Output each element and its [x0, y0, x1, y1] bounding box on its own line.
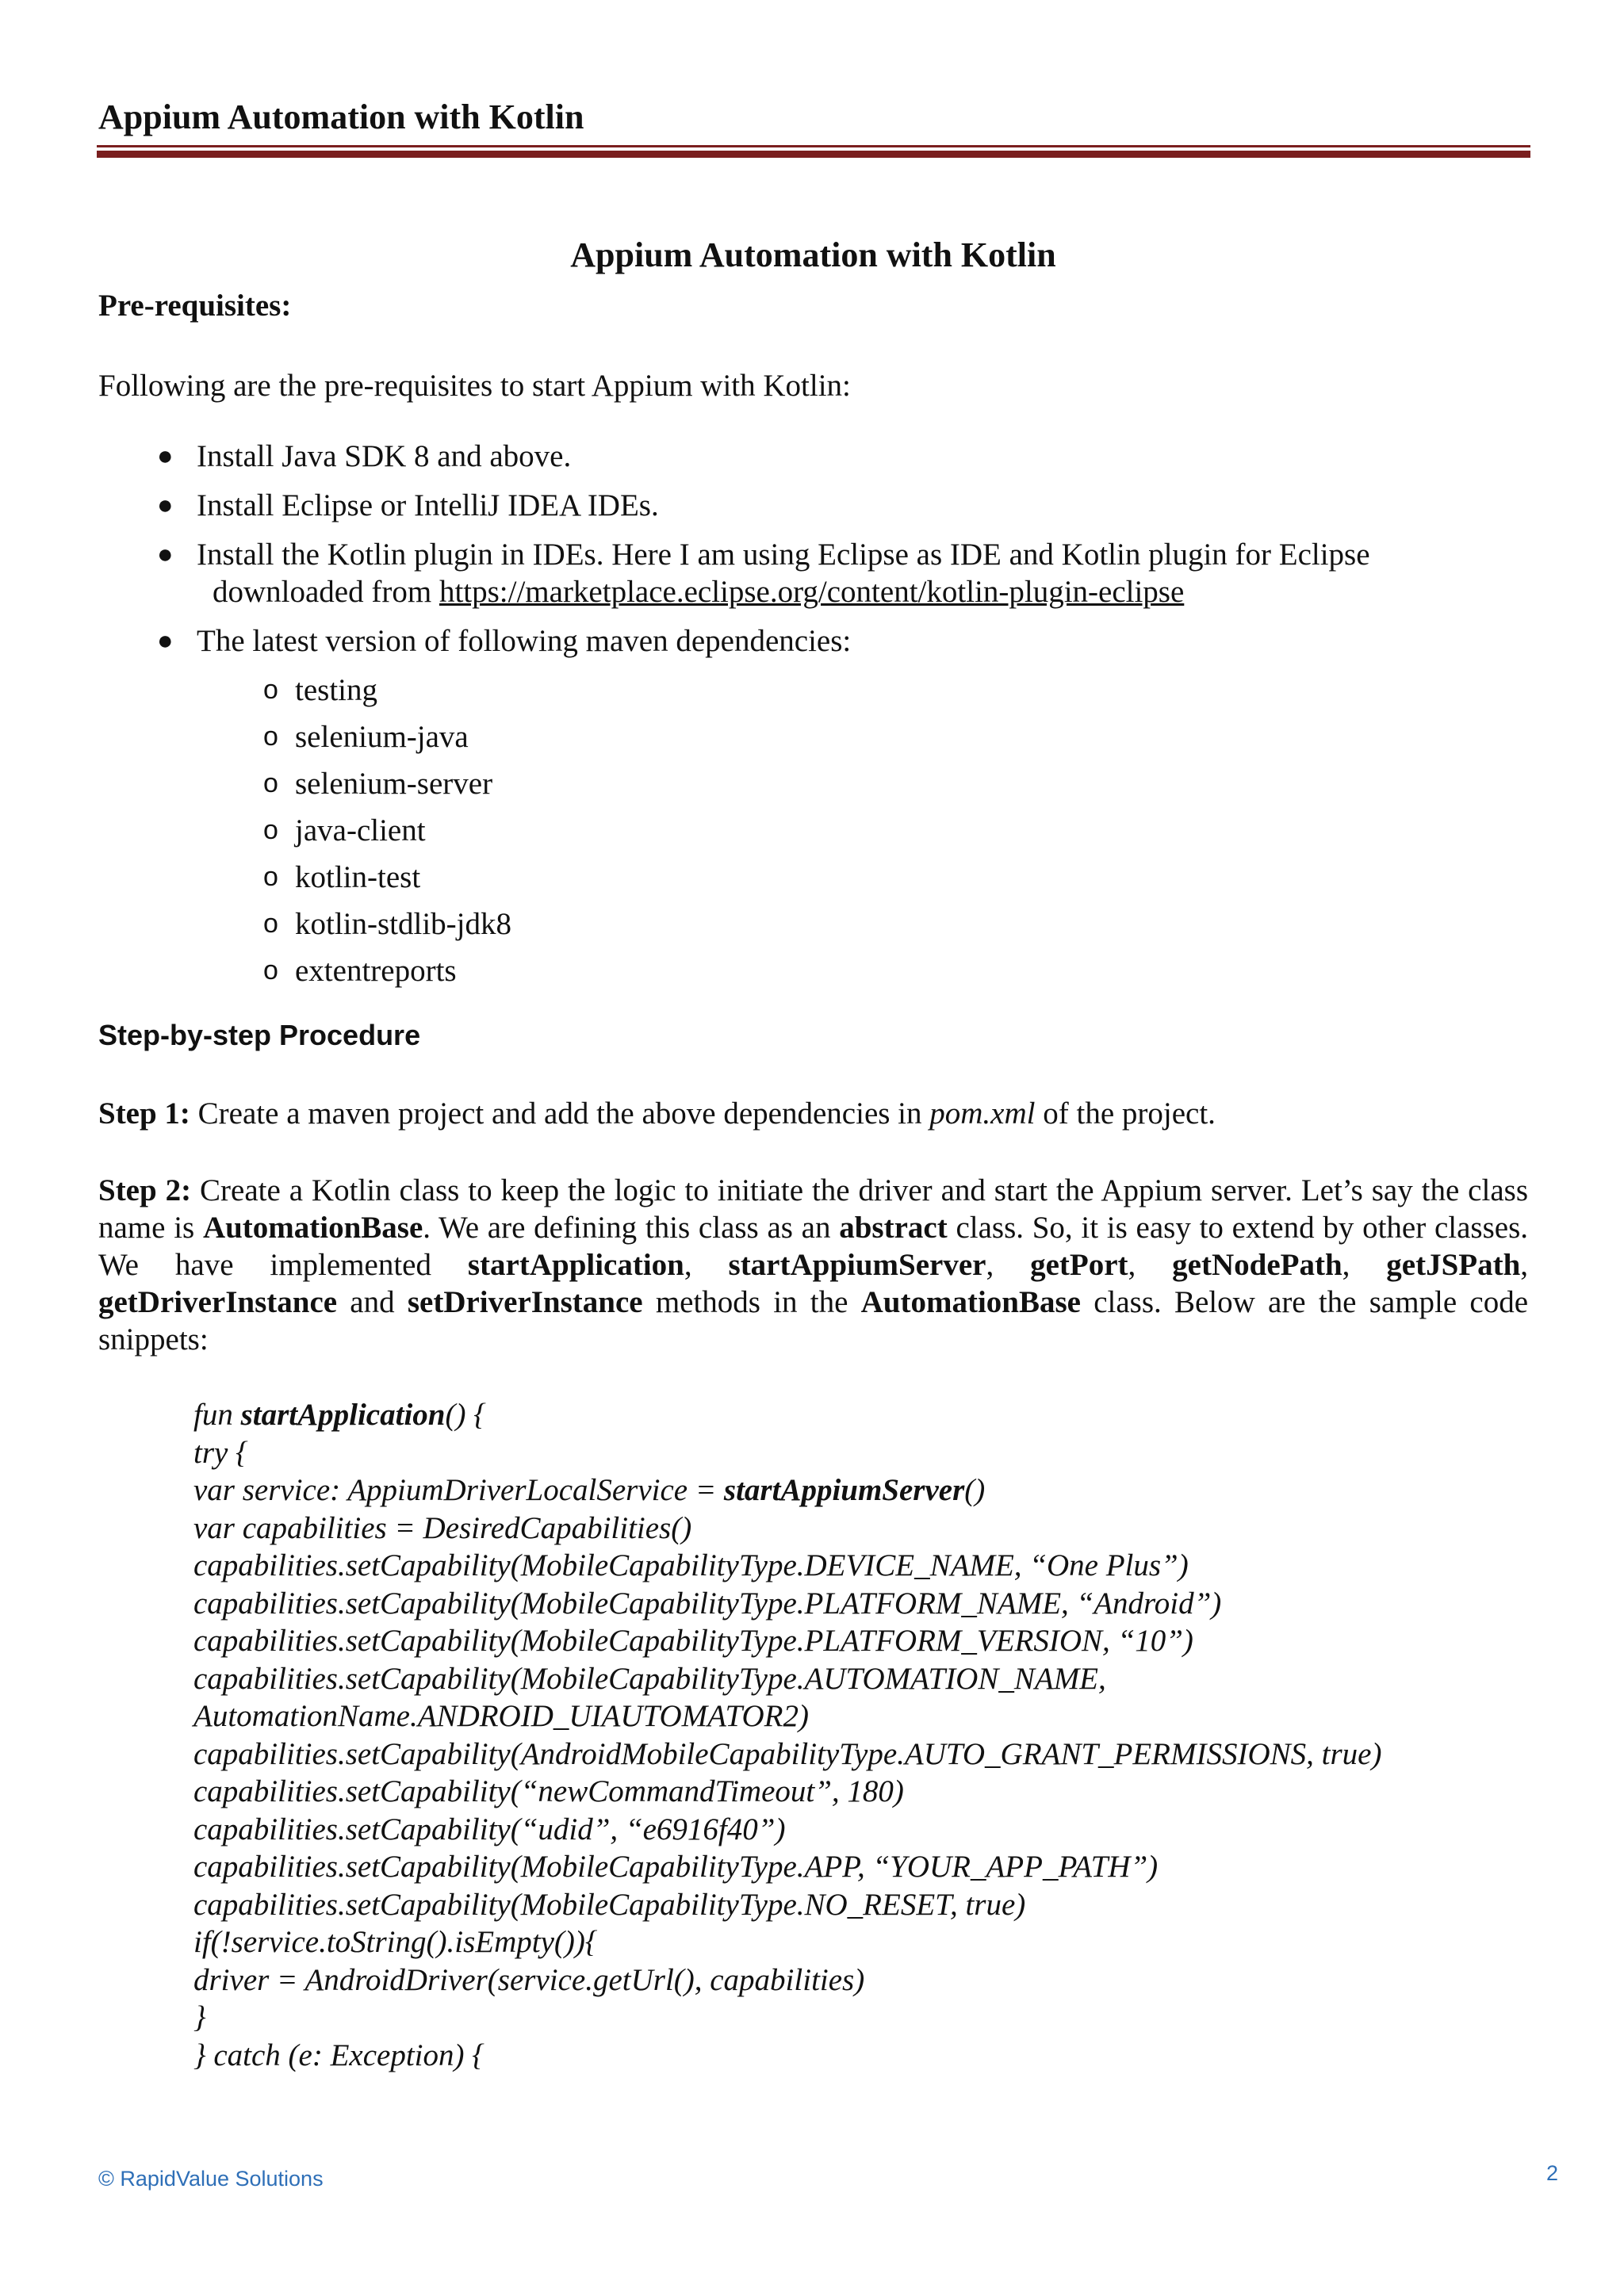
- circle-bullet-icon: o: [263, 815, 278, 845]
- code-line: }: [193, 2000, 206, 2034]
- step-2-text: ,: [986, 1248, 1031, 1282]
- document-title: Appium Automation with Kotlin: [570, 235, 1056, 274]
- bullet-icon: ●: [157, 491, 174, 520]
- code-line: capabilities.setCapability(AndroidMobileCapabilityType.AUTO_GRANT_PERMISSIONS, true): [193, 1736, 1382, 1771]
- method-name: getPort: [1030, 1248, 1128, 1282]
- step-2-text: class. Below are the sample code snippets:: [98, 1285, 1529, 1357]
- prerequisites-list: [98, 438, 1528, 660]
- list-item-text: Install Java SDK 8 and above.: [197, 439, 572, 473]
- code-line: capabilities.setCapability(MobileCapabilityType.PLATFORM_NAME, “Android”): [193, 1586, 1222, 1621]
- code-line: AutomationName.ANDROID_UIAUTOMATOR2): [193, 1699, 809, 1733]
- code-text: fun: [193, 1398, 241, 1432]
- code-line: if(!service.toString().isEmpty()){: [193, 1925, 598, 1959]
- list-item: [98, 487, 1528, 524]
- list-item: [98, 812, 1528, 859]
- code-line: capabilities.setCapability(MobileCapabilityType.DEVICE_NAME, “One Plus”): [193, 1548, 1189, 1582]
- content: [98, 230, 1528, 2074]
- list-item-text: Install Eclipse or IntelliJ IDEA IDEs.: [197, 488, 659, 522]
- intro-paragraph: Following are the pre-requisites to start Appium with Kotlin:: [98, 369, 851, 403]
- running-header: Appium Automation with Kotlin: [98, 98, 584, 136]
- list-item: [98, 952, 1528, 999]
- code-line: capabilities.setCapability(“udid”, “e6916f40”): [193, 1812, 786, 1846]
- code-line: capabilities.setCapability(MobileCapabilityType.NO_RESET, true): [193, 1887, 1026, 1922]
- code-line: capabilities.setCapability(MobileCapabilityType.APP, “YOUR_APP_PATH”): [193, 1850, 1159, 1884]
- pom-file-name: pom.xml: [929, 1096, 1036, 1131]
- step-1-text-end: of the project.: [1035, 1096, 1216, 1131]
- code-line: } catch (e: Exception) {: [193, 2038, 485, 2072]
- list-item: [98, 765, 1528, 812]
- code-line: [193, 1396, 1528, 1434]
- dependency-name: java-client: [295, 813, 426, 848]
- code-text: var service: AppiumDriverLocalService =: [193, 1473, 724, 1507]
- dependency-name: kotlin-test: [295, 860, 421, 894]
- code-text: () {: [445, 1398, 486, 1432]
- page-number: 2: [1546, 2161, 1559, 2185]
- class-name: AutomationBase: [202, 1211, 423, 1245]
- header-rule-thick: [97, 151, 1530, 158]
- keyword-abstract: abstract: [839, 1211, 948, 1245]
- circle-bullet-icon: o: [263, 862, 278, 892]
- step-2-paragraph: [98, 1172, 1528, 1358]
- list-item: [98, 859, 1528, 905]
- step-2-label: Step 2:: [98, 1173, 192, 1207]
- class-name: AutomationBase: [860, 1285, 1081, 1319]
- step-2-text: Create a Kotlin class to keep the logic to initiate the driver and start the Appium server. Let’s say the class name is: [98, 1173, 1528, 1245]
- dependency-name: selenium-java: [295, 720, 469, 754]
- step-2-text: ,: [1520, 1248, 1529, 1282]
- method-name: setDriverInstance: [407, 1285, 643, 1319]
- code-line: capabilities.setCapability(“newCommandTimeout”, 180): [193, 1774, 904, 1808]
- circle-bullet-icon: o: [263, 909, 278, 939]
- code-text: (): [964, 1473, 986, 1507]
- code-function-name: startAppiumServer: [723, 1473, 965, 1507]
- list-item: [98, 718, 1528, 765]
- circle-bullet-icon: o: [263, 768, 278, 798]
- step-2-text: methods in the: [642, 1285, 861, 1319]
- plugin-link[interactable]: https://marketplace.eclipse.org/content/kotlin-plugin-eclipse: [439, 575, 1185, 609]
- step-1-label: Step 1:: [98, 1096, 190, 1131]
- step-2-text: . We are defining this class as an: [423, 1211, 840, 1245]
- step-1-text: Create a maven project and add the above dependencies in: [190, 1096, 930, 1131]
- code-line: var capabilities = DesiredCapabilities(): [193, 1510, 692, 1545]
- list-item-continuation: [197, 573, 1528, 610]
- code-line: capabilities.setCapability(MobileCapabilityType.PLATFORM_VERSION, “10”): [193, 1624, 1193, 1658]
- bullet-icon: ●: [157, 626, 174, 656]
- list-item: [98, 905, 1528, 952]
- continuation-text: downloaded from: [213, 575, 432, 609]
- method-name: getNodePath: [1172, 1248, 1342, 1282]
- prerequisites-heading: Pre-requisites:: [98, 289, 292, 323]
- list-item: [98, 536, 1528, 610]
- step-1-paragraph: [98, 1095, 1528, 1132]
- step-2-text: class. So, it is easy to extend by other classes. We have implemented: [98, 1211, 1528, 1282]
- dependency-list: [98, 672, 1528, 999]
- list-item: [98, 672, 1528, 718]
- list-item: [98, 622, 1528, 660]
- dependency-name: selenium-server: [295, 767, 493, 801]
- list-item: [98, 438, 1528, 475]
- list-item-text: Install the Kotlin plugin in IDEs. Here I am using Eclipse as IDE and Kotlin plugin for Eclipse: [197, 538, 1370, 572]
- dependency-name: extentreports: [295, 954, 457, 988]
- dependency-name: kotlin-stdlib-jdk8: [295, 907, 511, 941]
- code-line: [193, 1471, 1528, 1510]
- method-name: getDriverInstance: [98, 1285, 338, 1319]
- code-function-name: startApplication: [240, 1398, 446, 1432]
- header-rule-thin: [97, 145, 1530, 147]
- step-2-text: ,: [1342, 1248, 1387, 1282]
- code-line: capabilities.setCapability(MobileCapabilityType.AUTOMATION_NAME,: [193, 1661, 1106, 1696]
- bullet-icon: ●: [157, 540, 174, 569]
- procedure-heading: Step-by-step Procedure: [98, 1019, 421, 1051]
- method-name: getJSPath: [1386, 1248, 1521, 1282]
- circle-bullet-icon: o: [263, 675, 278, 705]
- method-name: startAppiumServer: [728, 1248, 986, 1282]
- code-line: try {: [193, 1435, 248, 1470]
- step-2-text: ,: [1128, 1248, 1173, 1282]
- list-item-text: The latest version of following maven dependencies:: [197, 624, 852, 658]
- circle-bullet-icon: o: [263, 955, 278, 985]
- circle-bullet-icon: o: [263, 721, 278, 752]
- code-snippet: [193, 1396, 1528, 2074]
- code-line: driver = AndroidDriver(service.getUrl(), capabilities): [193, 1962, 865, 1997]
- footer-copyright: © RapidValue Solutions: [98, 2167, 324, 2191]
- step-2-text: ,: [684, 1248, 729, 1282]
- method-name: startApplication: [467, 1248, 684, 1282]
- dependency-name: testing: [295, 673, 377, 707]
- bullet-icon: ●: [157, 442, 174, 471]
- step-2-text: and: [337, 1285, 408, 1319]
